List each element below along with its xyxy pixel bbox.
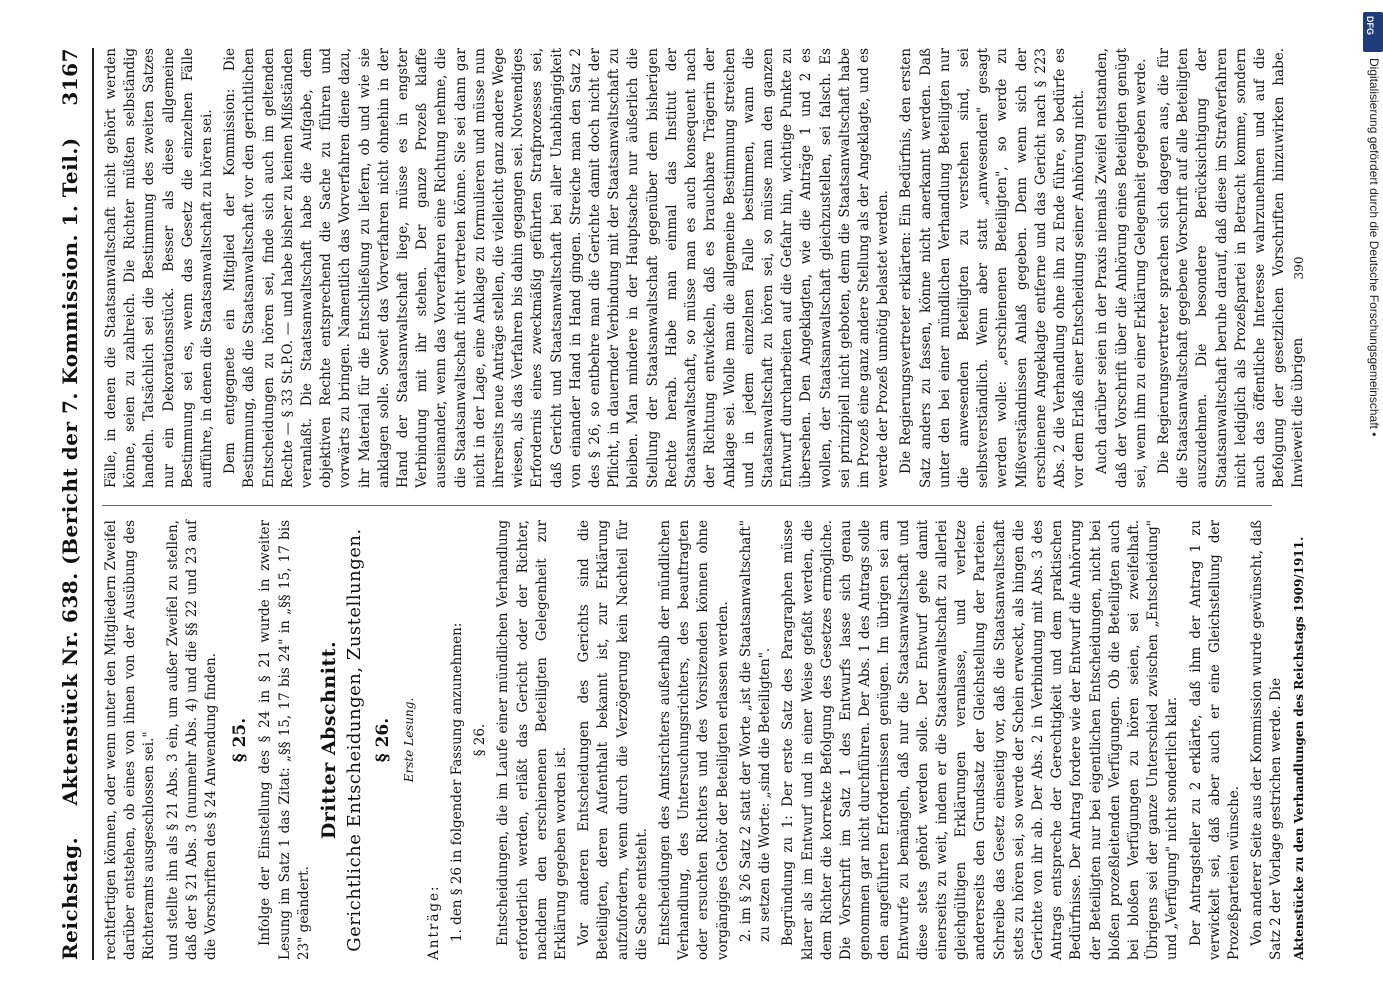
column-divider [102, 505, 1272, 506]
signature-number: 390 [1292, 256, 1306, 280]
left-column [102, 520, 1285, 960]
motion-item: 2. im § 26 Satz 2 statt der Worte „ist die Staatsanwaltschaft" zu setzen die Worte: „sind die Beteiligten". [737, 520, 774, 942]
section-heading: § 25. [230, 717, 251, 763]
rotated-page-content [30, 28, 1330, 980]
page-number: 3167 [58, 48, 82, 106]
digitization-sidebar [1359, 6, 1383, 956]
paragraph: Der Antragsteller zu 2 erklärte, daß ihm der Antrag 1 zu verwickelt sei, daß aber auch er eine Gleichstellung der Prozeßparteien wünsche. [1187, 520, 1242, 960]
paragraph: rechtfertigen können, oder wenn unter den Mitgliedern Zweifel darüber entstehen, ob eines von ihnen von der Ausübung des Richteramts ausgeschlossen sei." [103, 520, 158, 960]
section-heading: § 26. [373, 717, 394, 763]
motion-item: 1. den § 26 in folgender Fassung anzunehmen: [449, 622, 466, 942]
dfg-logo [1363, 12, 1383, 52]
paragraph: Vor anderen Entscheidungen des Gerichts sind die Beteiligten, deren Aufenthalt bekannt ist, zur Erklärung aufzufordern, wenn durch die Verzögerung kein Nachteil für die Sache entsteht. [576, 520, 650, 960]
page-header [50, 48, 90, 960]
paragraph: Entscheidungen, die im Laufe einer mündlichen Verhandlung erforderlich werden, erläßt das Gericht oder der Richter, nachdem den erschienenen Beteiligten Gelegenheit zur Erklärung gegeben worden ist. [495, 520, 570, 960]
paragraph: Entscheidungen des Amtsrichters außerhalb der mündlichen Verhandlung, des Untersuchungsrichters, des beauftragten oder ersuchten Richters und des Vorsitzenden können ohne vorgängiges Gehör der Beteiligten erlassen werden. [657, 520, 731, 960]
paragraph: Begründung zu 1: Der erste Satz des Paragraphen müsse klarer als im Entwurf und in einer Weise gefaßt werden, die dem Richter die korrekte Befolgung des Gesetzes ermögliche. Die Vorschrift im Satz 1 des Entwurfs lasse sich genau genommen gar nicht durchführen. Der Abs. 1 des Antrags solle den angeführten Erfordernissen genügen. Im übrigen sei am Entwurfe zu bemängeln, daß nur die Staatsanwaltschaft und diese stets gehört werden solle. Der Entwurf gehe damit einerseits zu weit, indem er die Staatsanwaltschaft zu allerlei gleichgültigen Erklärungen veranlasse, und verletze andererseits den Grundsatz der Gleichstellung der Parteien. Schreibe das Gesetz einseitig vor, daß die Staatsanwaltschaft stets zu hören sei, so werde der Schein erweckt, als hingen die Gerichte von ihr ab. Der Abs. 2 in Verbindung mit Abs. 3 des Antrags entspreche der Gerechtigkeit und dem praktischen Bedürfnisse. Der Antrag fordere wie der Entwurf die Anhörung der Beteiligten nur bei eigentlichen Entscheidungen, nicht bei bloßen prozeßleitenden Verfügungen. Ob die Beteiligten auch bei bloßen Verfügungen zu hören seien, sei zweifelhaft. Übrigens sei der ganze Unterschied zwischen „Entscheidung" und „Verfügung" nicht sonderlich klar. [780, 520, 1181, 960]
scanned-page [30, 28, 1330, 980]
paragraph: Infolge der Einstellung des § 24 in § 21 wurde in zweiter Lesung im Satz 1 das Zitat: „§§ 15, 17 bis 24" in „§§ 15, 17 bis 23" geändert. [257, 520, 312, 960]
header-left: Reichstag. [58, 836, 82, 960]
paragraph: Von anderer Seite aus der Kommission wurde gewünscht, daß Satz 2 der Vorlage gestrichen werde. Die [1249, 520, 1285, 960]
paragraph: Auch darüber seien in der Praxis niemals Zweifel entstanden, daß der Vorschrift über die Anhörung eines Beteiligten genügt sei, wenn ihm zu einer Erklärung Gelegenheit gegeben werde. [1094, 48, 1149, 488]
paragraph: Dem entgegnete ein Mitglied der Kommission: Die Bestimmung, daß die Staatsanwaltschaft vor den gerichtlichen Entscheidungen zu hören sei, finde sich auch im geltenden Rechte — § 33 St.P.O. — und habe bisher zu keinen Mißständen veranlaßt. Die Staatsanwaltschaft habe die Aufgabe, dem objektiven Rechte entsprechend die Sache zu führen und vorwärts zu bringen. Namentlich das Vorverfahren diene dazu, ihr Material für die Entschließung zu liefern, ob und wie sie anklagen solle. Soweit das Vorverfahren nicht ohnehin in der Hand der Staatsanwaltschaft liege, müsse es in engster Verbindung mit ihr stehen. Der ganze Prozeß klaffe auseinander, wenn das Vorverfahren eine Richtung nehme, die die Staatsanwaltschaft nicht vertreten könne. Sie sei dann gar nicht in der Lage, eine Anklage zu formulieren und müsse nun ihrerseits neue Anträge stellen, die vielleicht ganz andere Wege wiesen, als das Verfahren bis dahin gegangen sei. Notwendiges Erfordernis eines zweckmäßig geführten Strafprozesses sei, daß Gericht und Staatsanwaltschaft bei aller Unabhängigkeit von einander Hand in Hand gingen. Streiche man den Satz 2 des § 26, so entbehre man die Gerichte damit doch nicht der Pflicht, in dauernder Verbindung mit der Staatsanwaltschaft zu bleiben. Man mindere in der Hauptsache nur äußerlich die Stellung der Staatsanwaltschaft gegenüber dem bisherigen Rechte herab. Habe man einmal das Institut der Staatsanwaltschaft, so müsse man es auch konsequent nach der Richtung entwickeln, daß es brauchbare Trägerin der Anklage sei. Wolle man die allgemeine Bestimmung streichen und in jedem einzelnen Falle bestimmen, wann die Staatsanwaltschaft zu hören sei, so müsse man den ganzen Entwurf durcharbeiten auf die Gefahr hin, wichtige Punkte zu übersehen. Den Angeklagten, wie die Anträge 1 und 2 es wollen, der Staatsanwaltschaft gleichzustellen, sei falsch. Es sei prinzipiell nicht geboten, denn die Staatsanwaltschaft habe im Prozeß eine ganz andere Stellung als der Angeklagte, und es werde der Prozeß unnötig belastet werden. [222, 48, 892, 488]
footer-note: Aktenstücke zu den Verhandlungen des Reichstags 1909/1911. [1292, 536, 1306, 960]
paragraph: Die Regierungsvertreter erklärten: Ein Bedürfnis, den ersten Satz anders zu fassen, könne nicht anerkannt werden. Daß unter den bei einer mündlichen Verhandlung Beteiligten nur die anwesenden Beteiligten zu verstehen sind, sei selbstverständlich. Wenn aber statt „anwesenden" gesagt werden wolle: „erschienenen Beteiligten", so werde zu Mißverständnissen Anlaß gegeben. Denn wenn sich der erschienene Angeklagte entferne und das Gericht nach § 223 Abs. 2 die Verhandlung ohne ihn zu Ende führe, so bedürfe es vor dem Erlaß einer Entscheidung seiner Anhörung nicht. [898, 48, 1088, 488]
section-heading: § 26. [472, 723, 489, 757]
reading-label: Erste Lesung. [401, 697, 416, 783]
paragraph: und stellte ihn als § 21 Abs. 3 ein, um außer Zweifel zu stellen, daß der § 21 Abs. 3 (nunmehr Abs. 4) und die §§ 22 und 23 auf die Vorschriften des § 24 Anwendung finden. [164, 520, 220, 960]
paragraph: Fälle, in denen die Staatsanwaltschaft nicht gehört werden könne, seien zu zahlreich. Die Richter müßten selbständig handeln. Tatsächlich sei die Bestimmung des zweiten Satzes nur ein Dekorationsstück. Besser als diese allgemeine Bestimmung sei es, wenn das Gesetz die einzelnen Fälle aufführe, in denen die Staatsanwaltschaft zu hören sei. [103, 48, 216, 488]
chapter-title: Gerichtliche Entscheidungen, Zustellungen. [344, 528, 366, 952]
header-title: Aktenstück Nr. 638. (Bericht der 7. Kommission. 1. Teil.) [58, 137, 82, 806]
dfg-logo-text: DFG [1365, 16, 1375, 35]
chapter-heading: Dritter Abschnitt. [318, 640, 341, 840]
header-rule [92, 48, 94, 960]
paragraph: Die Regierungsvertreter sprachen sich dagegen aus, die für die Staatsanwaltschaft gegebene Vorschrift auf alle Beteiligten auszudehnen. Die besondere Berücksichtigung der Staatsanwaltschaft beruhe darauf, daß diese im Strafverfahren nicht lediglich als Prozeßpartei in Betracht komme, sondern auch das öffentliche Interesse wahrzunehmen und auf die Befolgung der gesetzlichen Vorschriften hinzuwirken habe. Inwieweit die übrigen [1155, 48, 1307, 488]
digitization-credit: Digitalisierung gefördert durch die Deutsche Forschungsgemeinschaft • [1367, 58, 1381, 437]
motions-label: Anträge: [425, 884, 442, 960]
